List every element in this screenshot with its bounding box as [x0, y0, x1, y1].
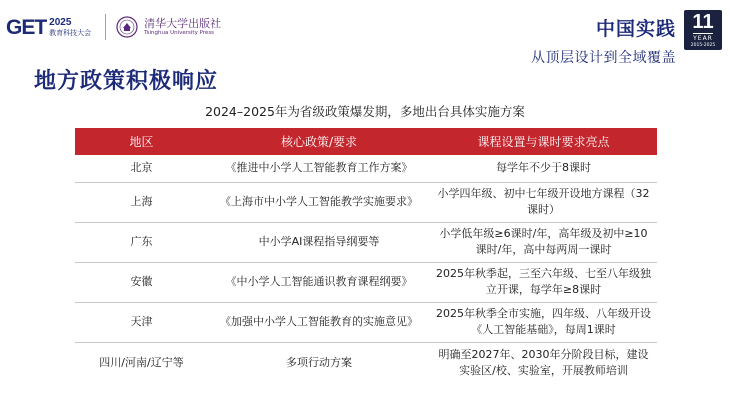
header-policy: 核心政策/要求: [208, 128, 430, 155]
logo-divider: [105, 14, 106, 40]
press-name: [144, 18, 221, 37]
get-logo-text: [49, 18, 91, 37]
cell-course: 2025年秋季起，三至六年级、七至八年级独立开课，每学年≥8课时: [430, 262, 657, 302]
get-logo-subtitle: 教育科技大会: [49, 28, 92, 37]
cell-region: 广东: [75, 222, 208, 262]
get-logo-mark: GET: [6, 15, 47, 39]
cell-course: 明确至2027年、2030年分阶段目标，建设实验区/校、实验室，开展教师培训: [438, 347, 649, 378]
header-region: 地区: [75, 128, 208, 155]
page-subtitle: 2024–2025年为省级政策爆发期，多地出台具体实施方案: [205, 104, 525, 119]
header-right-text: [531, 10, 676, 67]
header-course: 课程设置与课时要求亮点: [430, 128, 657, 155]
cell-course: 2025年秋季全市实施，四年级、八年级开设《人工智能基础》，每周1课时: [430, 302, 657, 342]
cell-policy: 中小学AI课程指导纲要等: [208, 222, 430, 262]
cell-region: 北京: [75, 155, 208, 182]
cell-region: 四川/河南/辽宁等: [99, 356, 184, 369]
get-logo-year: 2025: [49, 16, 72, 28]
cell-policy: 《上海市中小学人工智能教学实施要求》: [208, 182, 430, 222]
header-logos: [6, 14, 221, 40]
cell-region: 天津: [75, 302, 208, 342]
cell-course: 小学低年级≥6课时/年，高年级及初中≥10课时/年，高中每两周一课时: [430, 222, 657, 262]
cell-policy: 多项行动方案: [286, 356, 352, 369]
table-header-row: [75, 128, 657, 155]
tsinghua-seal-icon: [116, 16, 138, 38]
cell-policy: 《中小学人工智能通识教育课程纲要》: [208, 262, 430, 302]
anniversary-badge: [684, 10, 722, 50]
cell-region: 上海: [75, 182, 208, 222]
badge-year-range: 2015-2025: [690, 43, 716, 48]
header-right: [531, 10, 722, 67]
get-logo: [6, 17, 91, 38]
badge-number: 11: [692, 11, 714, 33]
cell-region: 安徽: [75, 262, 208, 302]
policy-table: [75, 128, 657, 384]
table-row: [75, 155, 657, 182]
table-row: [75, 342, 657, 384]
table-row: [75, 222, 657, 262]
cell-policy: 《加强中小学人工智能教育的实施意见》: [208, 302, 430, 342]
section-subtitle: 从顶层设计到全域覆盖: [531, 50, 676, 66]
table-row: [75, 182, 657, 222]
press-name-cn: 清华大学出版社: [144, 16, 222, 30]
section-title: 中国实践: [595, 18, 676, 40]
table-row: [75, 262, 657, 302]
press-name-en: Tsinghua University Press: [144, 29, 215, 36]
badge-year-label: YEAR: [693, 35, 713, 42]
cell-course: 每学年不少于8课时: [430, 155, 657, 182]
cell-course: 小学四年级、初中七年级开设地方课程（32课时）: [430, 182, 657, 222]
page-title: 地方政策积极响应: [34, 69, 219, 94]
tsinghua-press-logo: [116, 16, 221, 38]
cell-policy: 《推进中小学人工智能教育工作方案》: [208, 155, 430, 182]
table-row: [75, 302, 657, 342]
